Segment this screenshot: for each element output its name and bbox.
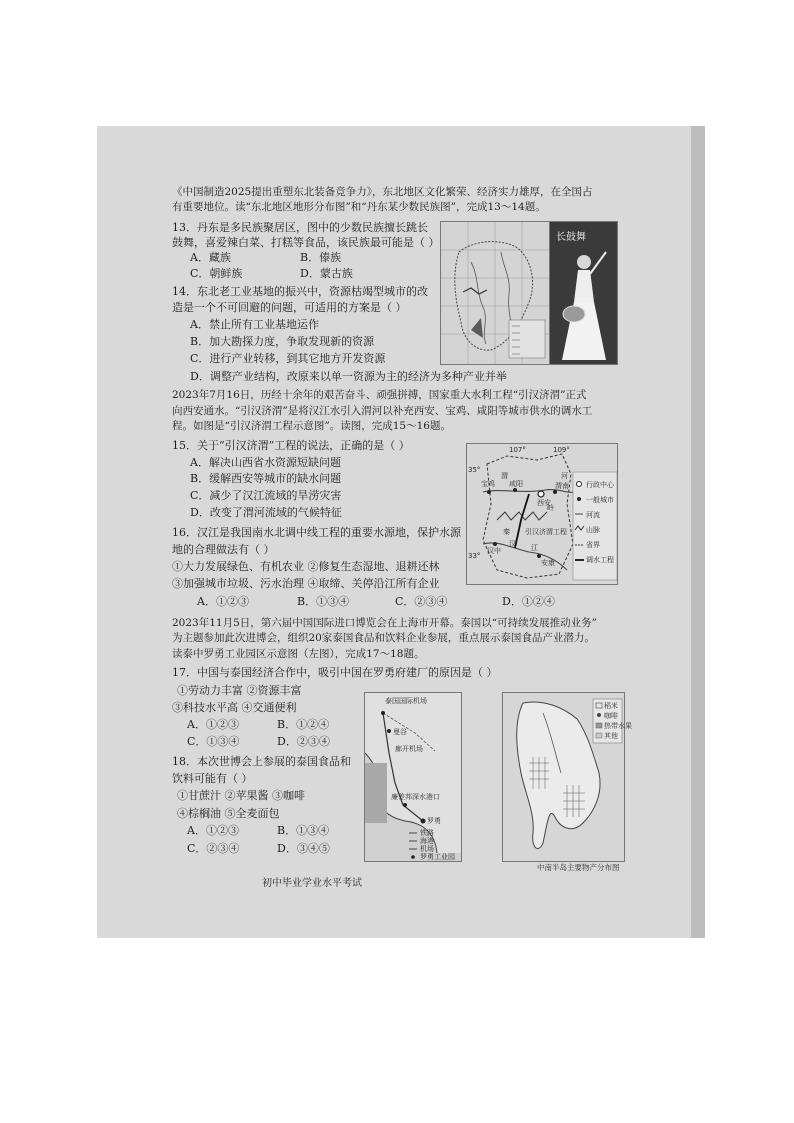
q16-statements-2: ③加强城市垃圾、污水治理 ④取缔、关停沿江所有企业 — [172, 577, 440, 590]
legend-river: 河流 — [586, 511, 600, 519]
longitude-109: 109° — [553, 446, 570, 454]
q13-stem-1: 13．丹东是多民族聚居区，图中的少数民族擅长跳长 — [172, 221, 428, 234]
q17-option-c[interactable]: C．①③④ — [187, 735, 240, 748]
indochina-map-caption: 中南半岛主要物产分布图 — [537, 863, 620, 872]
q15-option-a[interactable]: A．解决山西省水资源短缺问题 — [190, 456, 341, 469]
q18-option-b[interactable]: B．①③④ — [277, 824, 330, 837]
q15-option-b[interactable]: B．缓解西安等城市的缺水问题 — [190, 472, 342, 485]
city-baoji: 宝鸡 — [481, 480, 495, 488]
q16-option-c[interactable]: C．②③④ — [395, 595, 448, 608]
q14-option-a[interactable]: A．禁止所有工业基地运作 — [190, 318, 319, 331]
q18-option-a[interactable]: A．①②③ — [187, 824, 239, 837]
q17-statements-1: ①劳动力丰富 ②资源丰富 — [177, 684, 302, 697]
dancer-illustration — [550, 222, 617, 364]
q14-stem-1: 14．东北老工业基地的振兴中，资源枯竭型城市的改 — [172, 285, 428, 298]
q17-stem: 17．中国与泰国经济合作中，吸引中国在罗勇府建厂的原因是（ ） — [172, 666, 498, 679]
label-rayong: 罗勇 — [427, 817, 441, 825]
q13-option-b[interactable]: B．傣族 — [300, 251, 342, 264]
q18-statements-1: ①甘蔗汁 ②苹果酱 ③咖啡 — [177, 789, 305, 802]
legend-airport: 机场 — [420, 845, 434, 853]
q13-stem-2: 鼓舞，喜爱辣白菜、打糕等食品，该民族最可能是（ ） — [172, 236, 440, 249]
label-deep-water-port: 廉差邦深水港口 — [391, 793, 440, 801]
q16-option-d[interactable]: D．①②④ — [502, 595, 555, 608]
legend-seaport: 海港 — [420, 837, 434, 845]
q17-option-b[interactable]: B．①②④ — [277, 718, 330, 731]
latitude-35: 35° — [468, 466, 481, 474]
q17-option-a[interactable]: A．①②③ — [187, 718, 239, 731]
q16-statements-1: ①大力发展绿色、有机农业 ②修复生态湿地、退耕还林 — [172, 560, 440, 573]
passage2-line-2: 向西安通水。“引汉济渭”是将汉江水引入渭河以补充西安、宝鸡、咸阳等城市供水的调水工 — [172, 405, 593, 417]
city-hanzhong: 汉中 — [487, 547, 501, 555]
dance-label: 长鼓舞 — [556, 232, 586, 243]
legend-coffee: 咖啡 — [604, 712, 618, 720]
q14-stem-2: 造是一个不可回避的问题，可适用的方案是（ ） — [172, 301, 407, 314]
city-xian: 西安 — [537, 499, 551, 507]
q15-option-c[interactable]: C．减少了汉江流域的旱涝灾害 — [190, 489, 342, 502]
legend-mountain: 山脉 — [586, 526, 600, 534]
passage3-line-2: 为主题参加此次进博会，组织20家泰国食品和饮料企业参展，重点展示泰国食品产业潜力。 — [172, 632, 595, 644]
yinhanjiwei-map — [466, 443, 618, 585]
q18-stem-2: 饮料可能有（ ） — [172, 772, 253, 785]
passage2-line-1: 2023年7月16日，历经十余年的艰苦奋斗、顽强拼搏，国家重大水利工程“引汉济渭”正式 — [172, 389, 587, 401]
city-weinan: 渭南 — [555, 482, 569, 490]
label-airport-2: 廊开机场 — [395, 745, 423, 753]
q13-option-a[interactable]: A．藏族 — [190, 251, 231, 264]
q15-stem: 15．关于“引汉济渭”工程的说法，正确的是（ ） — [172, 439, 410, 452]
long-drum-dance-photo — [549, 221, 618, 365]
label-project: 引汉济渭工程 — [525, 528, 567, 536]
q16-option-a[interactable]: A．①②③ — [197, 595, 249, 608]
q18-option-d[interactable]: D．③④⑤ — [277, 842, 330, 855]
city-xianyang: 咸阳 — [509, 480, 523, 488]
rayong-map-drawing — [365, 693, 461, 861]
intro-line-2: 有重要地位。读“东北地区地形分布图”和“丹东某少数民族图”，完成13～14题。 — [172, 201, 546, 213]
legend-tropical-fruit: 热带水果 — [604, 722, 632, 730]
label-bangkok: 曼谷 — [393, 728, 407, 736]
q14-option-d[interactable]: D．调整产业结构，改原来以单一资源为主的经济为多种产业并举 — [190, 370, 507, 383]
legend-capital: 行政中心 — [586, 481, 614, 489]
q13-option-c[interactable]: C．朝鲜族 — [190, 267, 243, 280]
q16-stem-2: 地的合理做法有（ ） — [172, 543, 275, 556]
intro-line-1: 《中国制造2025提出重塑东北装备竞争力》，东北地区文化繁荣、经济实力雄厚，在全国占 — [172, 186, 593, 198]
longitude-107: 107° — [509, 446, 526, 454]
passage3-line-3: 读泰中罗勇工业园区示意图（左图），完成17～18题。 — [172, 648, 425, 660]
q18-stem-1: 18．本次世博会上参展的泰国食品和 — [172, 755, 351, 768]
q14-option-c[interactable]: C．进行产业转移，到其它地方开发资源 — [190, 352, 386, 365]
latitude-33: 33° — [468, 552, 481, 560]
indochina-products-map — [502, 692, 632, 862]
exam-sheet — [97, 126, 705, 938]
legend-railway: 铁路 — [420, 829, 434, 837]
city-ankang: 安康 — [541, 559, 555, 567]
legend-city: 一般城市 — [586, 496, 614, 504]
q16-stem-1: 16．汉江是我国南水北调中线工程的重要水源地，保护水源 — [172, 526, 461, 539]
sheet-edge-shadow — [691, 126, 705, 938]
label-he: 河 — [561, 472, 568, 480]
legend-other: 其他 — [604, 732, 618, 740]
q14-option-b[interactable]: B．加大勘探力度，争取发现新的资源 — [190, 335, 375, 348]
legend-province-border: 省界 — [586, 541, 600, 549]
passage3-line-1: 2023年11月5日，第六届中国国际进口博览会在上海市开幕。泰国以“可持续发展推动业务” — [172, 617, 597, 629]
label-wei: 渭 — [501, 472, 508, 480]
q17-statements-2: ③科技水平高 ④交通便利 — [172, 701, 297, 714]
q15-option-d[interactable]: D．改变了渭河流域的气候特征 — [190, 506, 342, 519]
label-jiang: 江 — [531, 544, 538, 552]
q18-statements-2: ④棕榈油 ⑤全麦面包 — [177, 807, 280, 820]
q18-option-c[interactable]: C．②③④ — [187, 842, 240, 855]
passage2-line-3: 程。如图是“引汉济渭工程示意图”。读图，完成15～16题。 — [172, 420, 451, 432]
label-qin: 秦 — [503, 528, 510, 536]
label-han: 汉 — [509, 540, 516, 548]
q17-option-d[interactable]: D．②③④ — [277, 735, 330, 748]
rayong-industrial-park-map — [364, 692, 462, 862]
q16-option-b[interactable]: B．①③④ — [297, 595, 350, 608]
label-thai-airport: 泰国国际机场 — [385, 697, 427, 705]
label-ling: 岭 — [547, 504, 554, 512]
legend-industrial-park: 罗勇工业园 — [420, 853, 455, 861]
terrain-map-drawing — [441, 222, 549, 364]
q13-option-d[interactable]: D．蒙古族 — [300, 267, 353, 280]
northeast-terrain-map — [440, 221, 550, 365]
legend-rice: 稻米 — [604, 702, 618, 710]
legend-diversion: 调水工程 — [586, 556, 614, 564]
page-footer: 初中毕业学业水平考试 — [262, 878, 362, 889]
